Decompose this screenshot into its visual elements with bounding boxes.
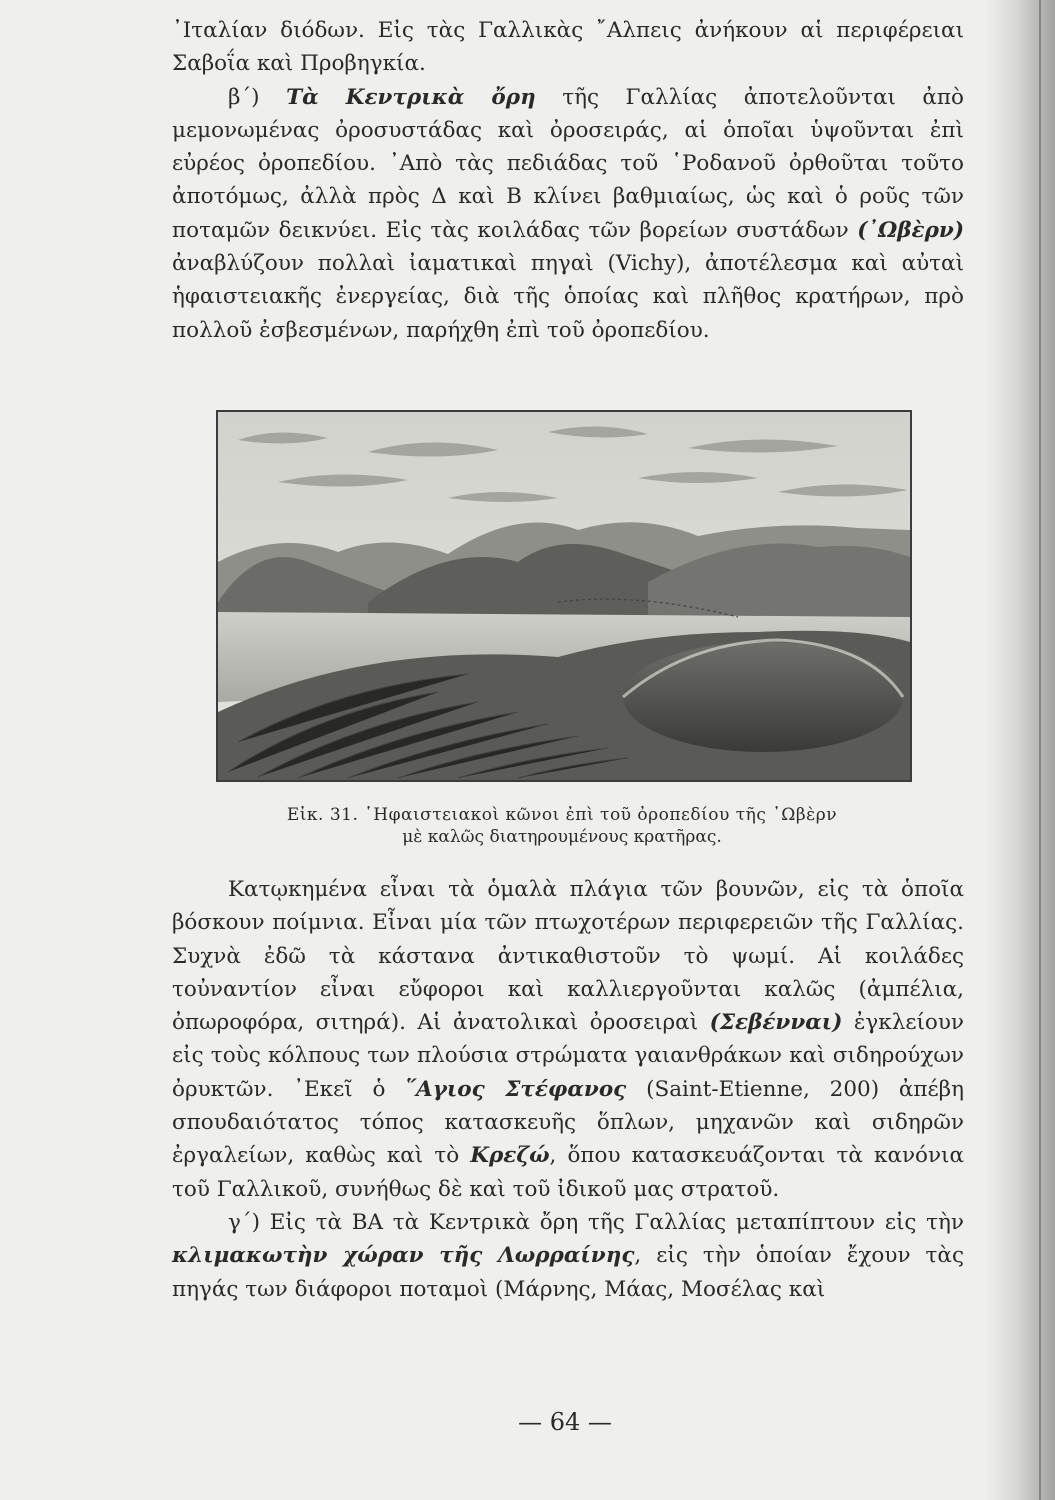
paragraph-lorraine-text-end: , εἰς τὴν ὁποίαν ἔχουν τὰς πηγάς των διάφοροι ποταμοὶ (Μάρνης, Μάας, Μοσέλας καὶ bbox=[172, 1243, 964, 1302]
caption-line-2: μὲ καλῶς διατηρουμένους κρατῆρας. bbox=[402, 827, 722, 847]
paragraph-slopes-text: Κατῳκημένα εἶναι τὰ ὁμαλὰ πλάγια τῶν βουνῶν, εἰς τὰ ὁποῖα βόσκουν ποίμνια. Εἶναι μία τῶν πτωχοτέρων περιφερειῶν τῆς Γαλλίας. Συχνὰ ἐδῶ τὰ κάστανα ἀντικαθιστοῦν τὸ ψωμί. Αἱ κοιλάδες τοὐναντίον εἶναι εὔφοροι καὶ καλλιεργοῦνται καλῶς (ἀμπέλια, ὀπωροφόρα, σιτηρά). Αἱ ἀνατολικαὶ ὀροσειραὶ bbox=[172, 877, 964, 1036]
paragraph-inhabited-slopes bbox=[172, 873, 964, 1206]
figure-caption bbox=[216, 804, 908, 848]
term-saint-etienne: ῞Αγιος Στέφανος bbox=[405, 1076, 627, 1102]
paragraph-central-text: τῆς Γαλλίας ἀποτελοῦνται ἀπὸ μεμονωμένας ὀροσυστάδας καὶ ὀροσειράς, αἱ ὁποῖαι ὑψοῦνται ἐπὶ εὐρέος ὀροπεδίου. ᾿Απὸ τὰς πεδιάδας τοῦ ῾Ροδανοῦ ὀρθοῦται τοῦτο ἀποτόμως, ἀλλὰ πρὸς Δ καὶ Β κλίνει βαθμιαίως, ὡς καὶ ὁ ροῦς τῶν ποταμῶν δεικνύει. Εἰς τὰς κοιλάδας τῶν βορείων συστάδων bbox=[172, 84, 965, 243]
paragraph-central-text-end: ἀναβλύζουν πολλαὶ ἰαματικαὶ πηγαὶ (Vichy), ἀποτέλεσμα καὶ αὐταὶ ἡφαιστειακῆς ἐνεργείας, διὰ τῆς ὁποίας καὶ πλῆθος κρατήρων, πρὸ πολλοῦ ἐσβεσμένων, παρήχθη ἐπὶ τοῦ ὀροπεδίου. bbox=[172, 251, 964, 343]
page-edge bbox=[1039, 0, 1041, 1500]
bottom-text-block bbox=[172, 873, 964, 1306]
binding-shadow bbox=[985, 0, 1055, 1500]
volcanic-cones-illustration bbox=[216, 410, 912, 782]
paragraph-slopes-text-2: ἐγκλείουν εἰς τοὺς κόλπους των πλούσια στρώματα γαιανθράκων καὶ σιδηρούχων ὀρυκτῶν. ᾿Εκεῖ ὁ bbox=[172, 1010, 964, 1102]
top-text-block bbox=[172, 14, 964, 347]
paragraph-slopes-text-3: (Saint-Etienne, 200) ἀπέβη σπουδαιότατος τόπος κατασκευῆς ὅπλων, μηχανῶν καὶ σιδηρῶν ἐργαλείων, καθὼς καὶ τὸ bbox=[172, 1076, 964, 1169]
paragraph-lorraine-text: γ΄) Εἰς τὰ ΒΑ τὰ Κεντρικὰ ὄρη τῆς Γαλλίας μεταπίπτουν εἰς τὴν bbox=[228, 1209, 964, 1235]
paragraph-slopes-text-end: , ὅπου κατασκευάζονται τὰ κανόνια τοῦ Γαλλικοῦ, συνήθως δὲ καὶ τοῦ ἰδικοῦ μας στρατοῦ. bbox=[172, 1143, 964, 1202]
paragraph-lorraine bbox=[172, 1206, 964, 1306]
term-lorraine: κλιμακωτὴν χώραν τῆς Λωρραίνης bbox=[172, 1243, 635, 1269]
term-creusot: Κρεζώ bbox=[470, 1143, 550, 1169]
term-auvergne: (᾿Ωβὲρν) bbox=[857, 217, 964, 243]
paragraph-alps: ᾿Ιταλίαν διόδων. Εἰς τὰς Γαλλικὰς ῎Αλπεις ἀνήκουν αἱ περιφέρειαι Σαβοΐα καὶ Προβηγκία. bbox=[172, 18, 964, 77]
paragraph-central-mountains bbox=[172, 81, 964, 347]
caption-line-1: Εἰκ. 31. ῾Ηφαιστειακοὶ κῶνοι ἐπὶ τοῦ ὀροπεδίου τῆς ᾿Ωβὲρν bbox=[286, 805, 838, 825]
term-central-mountains: Τὰ Κεντρικὰ ὄρη bbox=[286, 84, 536, 110]
page-number: — 64 — bbox=[518, 1408, 612, 1436]
section-marker-b: β΄) bbox=[228, 84, 287, 110]
term-cevennes: (Σεβένναι) bbox=[709, 1010, 843, 1036]
